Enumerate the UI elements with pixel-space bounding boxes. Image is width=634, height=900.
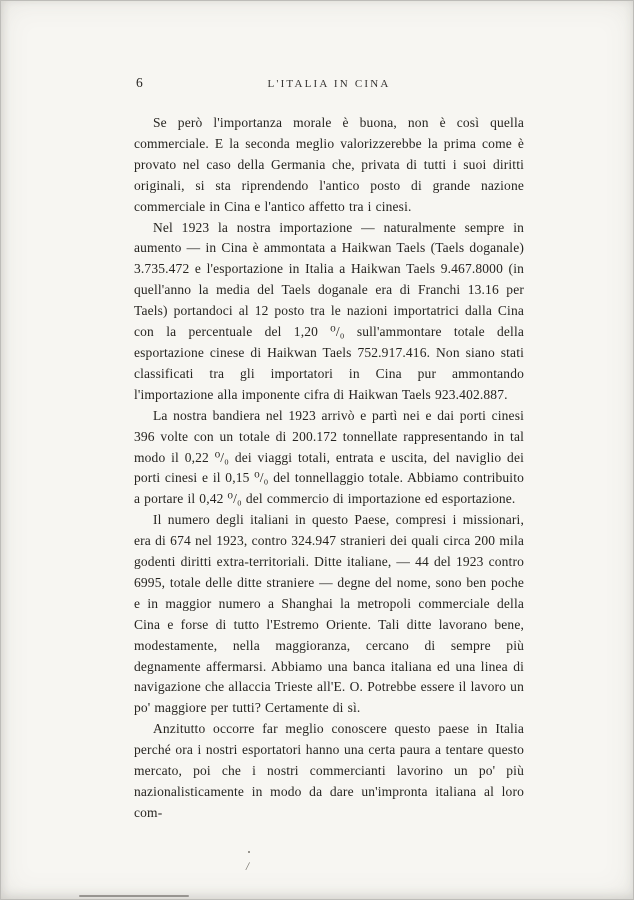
page-number: 6 [136,75,143,90]
paragraph-3: La nostra bandiera nel 1923 arrivò e partì nei e dai porti cinesi 396 volte con un totale di 200.172 tonnellate rappresentando in tal modo il 0,22 ⁰/₀ dei viaggi totali, entrata e uscita, del naviglio dei porti cinesi e il 0,15 ⁰/₀ del tonnellaggio totale. Abbiamo contribuito a portare il 0,42 ⁰/₀ del commercio di importazione ed esportazione. [134,407,524,507]
scan-artifact-slash: / [245,858,251,874]
scan-artifact-dot [248,851,250,853]
scan-edge-mark [79,895,189,897]
paragraph-4: Il numero degli italiani in questo Paese, compresi i missionari, era di 674 nel 1923, contro 324.947 stranieri dei quali circa 200 mila godenti diritti extra-territoriali. Ditte italiane, — 44 del 1923 contro 6995, totale delle ditte straniere — degne del nome, sono ben poche e in maggior numero a Shanghai la metropoli commerciale della Cina e forse di tutto l'Estremo Oriente. Tali ditte lavorano bene, modestamente, nella maggioranza, cercano di sempre più degnamente affermarsi. Abbiamo una banca italiana ed una linea di navigazione che allaccia Trieste all'E. O. Potrebbe essere il lavoro un po' maggiore per tutti? Certamente di sì. [134,512,524,716]
running-title: L'ITALIA IN CINA [267,78,391,90]
paragraph-5: Anzitutto occorre far meglio conoscere questo paese in Italia perché ora i nostri esportatori hanno una certa paura a tentare questo mercato, poi che i nostri commercianti lavorino un po' più nazionalisticamente in modo da dare un'impronta italiana al loro com- [134,721,524,820]
paragraph-2: Nel 1923 la nostra importazione — naturalmente sempre in aumento — in Cina è ammontata a Haikwan Taels (Taels doganale) 3.735.472 e l'esportazione in Italia a Haikwan Taels 9.467.8000 (in quell'anno la media del Taels doganale era di Franchi 13.16 per Taels) portandoci al 12 posto tra le nazioni importatrici dalla Cina con la percentuale del 1,20 ⁰/₀ sull'ammontare totale della esportazione cinese di Haikwan Taels 752.917.416. Non siano stati classificati tra gli importatori in Cina pur ammontando l'importazione alla imponente cifra di Haikwan Taels 923.402.887. [134,219,524,402]
paragraph-1: Se però l'importanza morale è buona, non è così quella commerciale. E la seconda meglio valorizzerebbe la prima come è provato nel caso della Germania che, privata di tutti i suoi diritti originali, si sta riprendendo l'antico posto di grande nazione commerciale in Cina e l'antico affetto tra i cinesi. [134,115,524,214]
text-block [134,75,524,824]
page-header [134,75,524,93]
